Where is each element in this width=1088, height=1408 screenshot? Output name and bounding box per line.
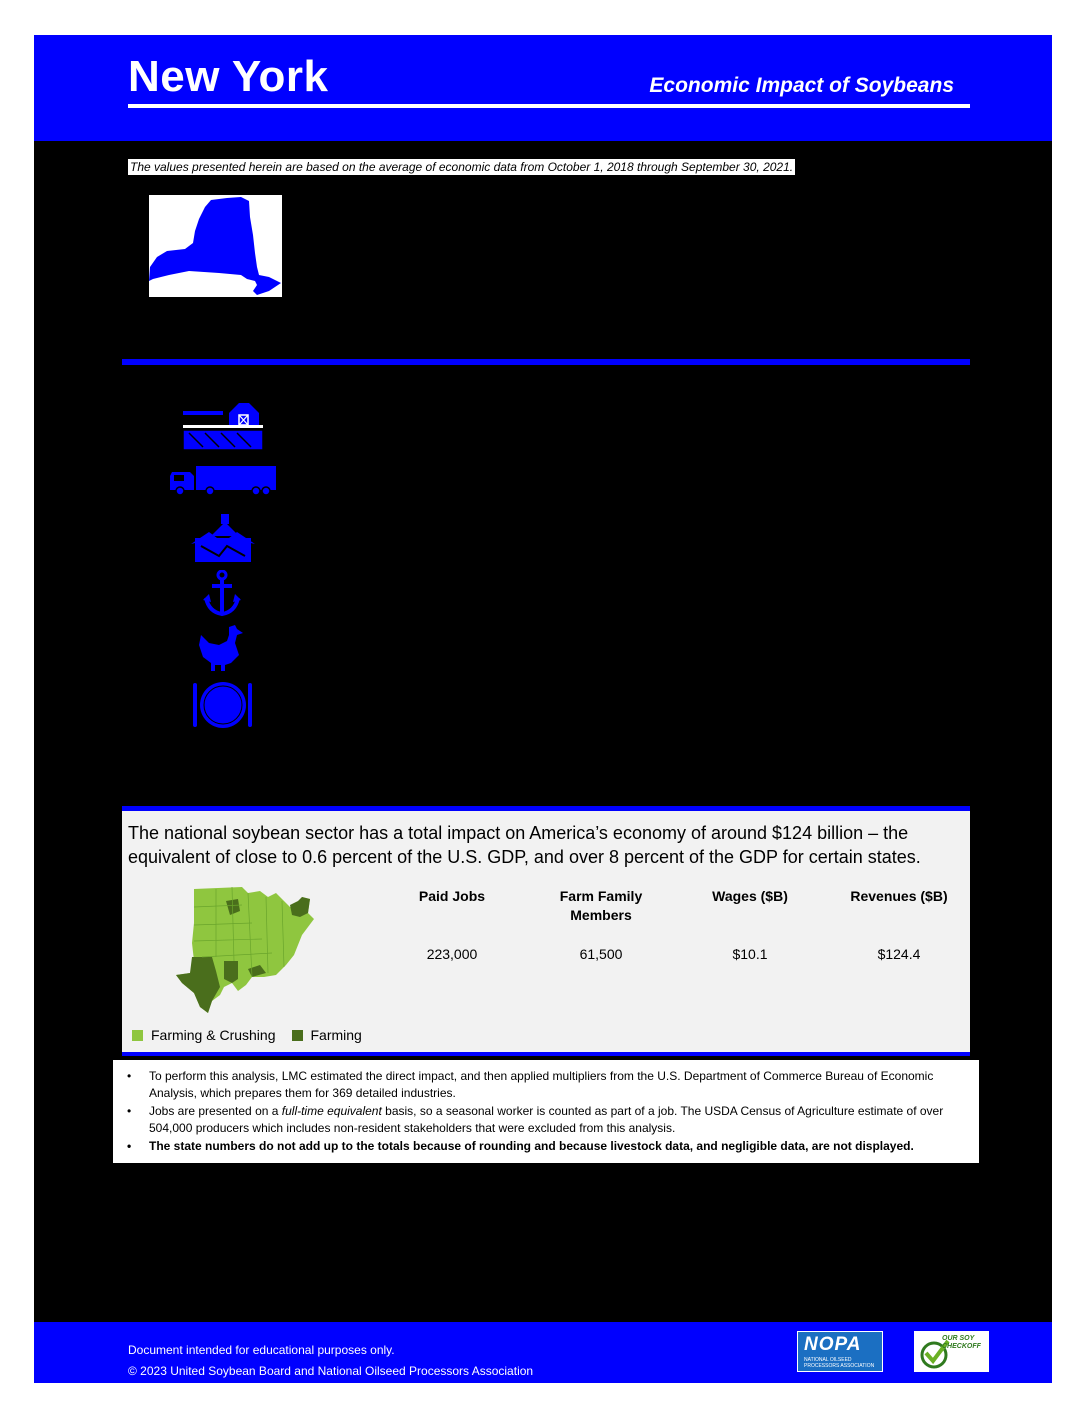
barn-icon: [183, 403, 263, 450]
legend-swatch-farming-crushing: [132, 1030, 143, 1041]
col-header-paid-jobs: Paid Jobs: [418, 888, 486, 904]
note-text: basis, so a seasonal worker is counted as part of a job. The USDA Census of Agriculture estimate of over 504,000 producers which includes non-resident stakeholders that were excluded from this analysis.: [149, 1104, 944, 1135]
new-york-outline-icon: [149, 195, 282, 297]
value-wages: $10.1: [732, 946, 768, 962]
legend-label-farming: Farming: [310, 1027, 362, 1043]
value-paid-jobs: 223,000: [426, 946, 478, 962]
national-impact-panel: [122, 806, 970, 1056]
col-header-wages: Wages ($B): [712, 888, 788, 904]
national-impact-text: The national soybean sector has a total impact on America’s economy of around $124 billion – the equivalent of close to 0.6 percent of the U.S. GDP, and over 8 percent of the GDP for certain states.: [128, 823, 921, 867]
note-item: [149, 1103, 965, 1137]
truck-icon: [170, 466, 276, 496]
nopa-logo-mark: NOPA: [804, 1334, 862, 1355]
state-map-image: [149, 195, 282, 297]
value-farm-family: 61,500: [579, 946, 623, 962]
checkoff-line1: OUR SOY: [942, 1335, 975, 1342]
value-revenues: $124.4: [877, 946, 921, 962]
footer-copyright: © 2023 United Soybean Board and National Oilseed Processors Association: [128, 1364, 534, 1378]
soybean-states-map-icon: [172, 883, 332, 1023]
map-legend: [132, 1027, 362, 1043]
nopa-logo: [797, 1331, 883, 1372]
nopa-logo-subtext: NATIONAL OILSEED PROCESSORS ASSOCIATION: [804, 1357, 875, 1369]
checkoff-line2: CHECKOFF: [942, 1343, 981, 1350]
checkoff-logo-text: [942, 1335, 981, 1351]
col-header-farm-family: Farm Family Members: [559, 888, 643, 923]
note-text: Jobs are presented on a: [149, 1104, 282, 1118]
note-emphasis: full-time equivalent: [281, 1104, 382, 1118]
section-divider: [122, 359, 970, 365]
chicken-icon: [199, 625, 245, 671]
methodology-notes: [113, 1060, 979, 1163]
header-rule: [128, 104, 970, 108]
note-item: • The state numbers do not add up to the totals because of rounding and because livestock data, and negligible data, are not displayed.: [149, 1138, 965, 1155]
soy-checkoff-logo: [914, 1331, 989, 1372]
col-header-revenues: Revenues ($B): [850, 888, 948, 904]
footer-disclaimer: Document intended for educational purposes only.: [128, 1343, 395, 1357]
report-subtitle: Economic Impact of Soybeans: [649, 74, 954, 97]
data-period-note: The values presented herein are based on the average of economic data from October 1, 2018 through September 30, 2021.: [130, 160, 794, 174]
anchor-icon: [203, 570, 241, 616]
note-item: • To perform this analysis, LMC estimated the direct impact, and then applied multipliers from the U.S. Department of Commerce Bureau of Economic Analysis, which prepares them for 369 detailed industries.: [149, 1068, 965, 1102]
legend-swatch-farming: [292, 1030, 303, 1041]
plate-icon: [191, 681, 255, 729]
legend-label-farming-crushing: Farming & Crushing: [151, 1027, 276, 1043]
crushing-plant-icon: [191, 514, 255, 562]
state-title: New York: [128, 52, 329, 101]
